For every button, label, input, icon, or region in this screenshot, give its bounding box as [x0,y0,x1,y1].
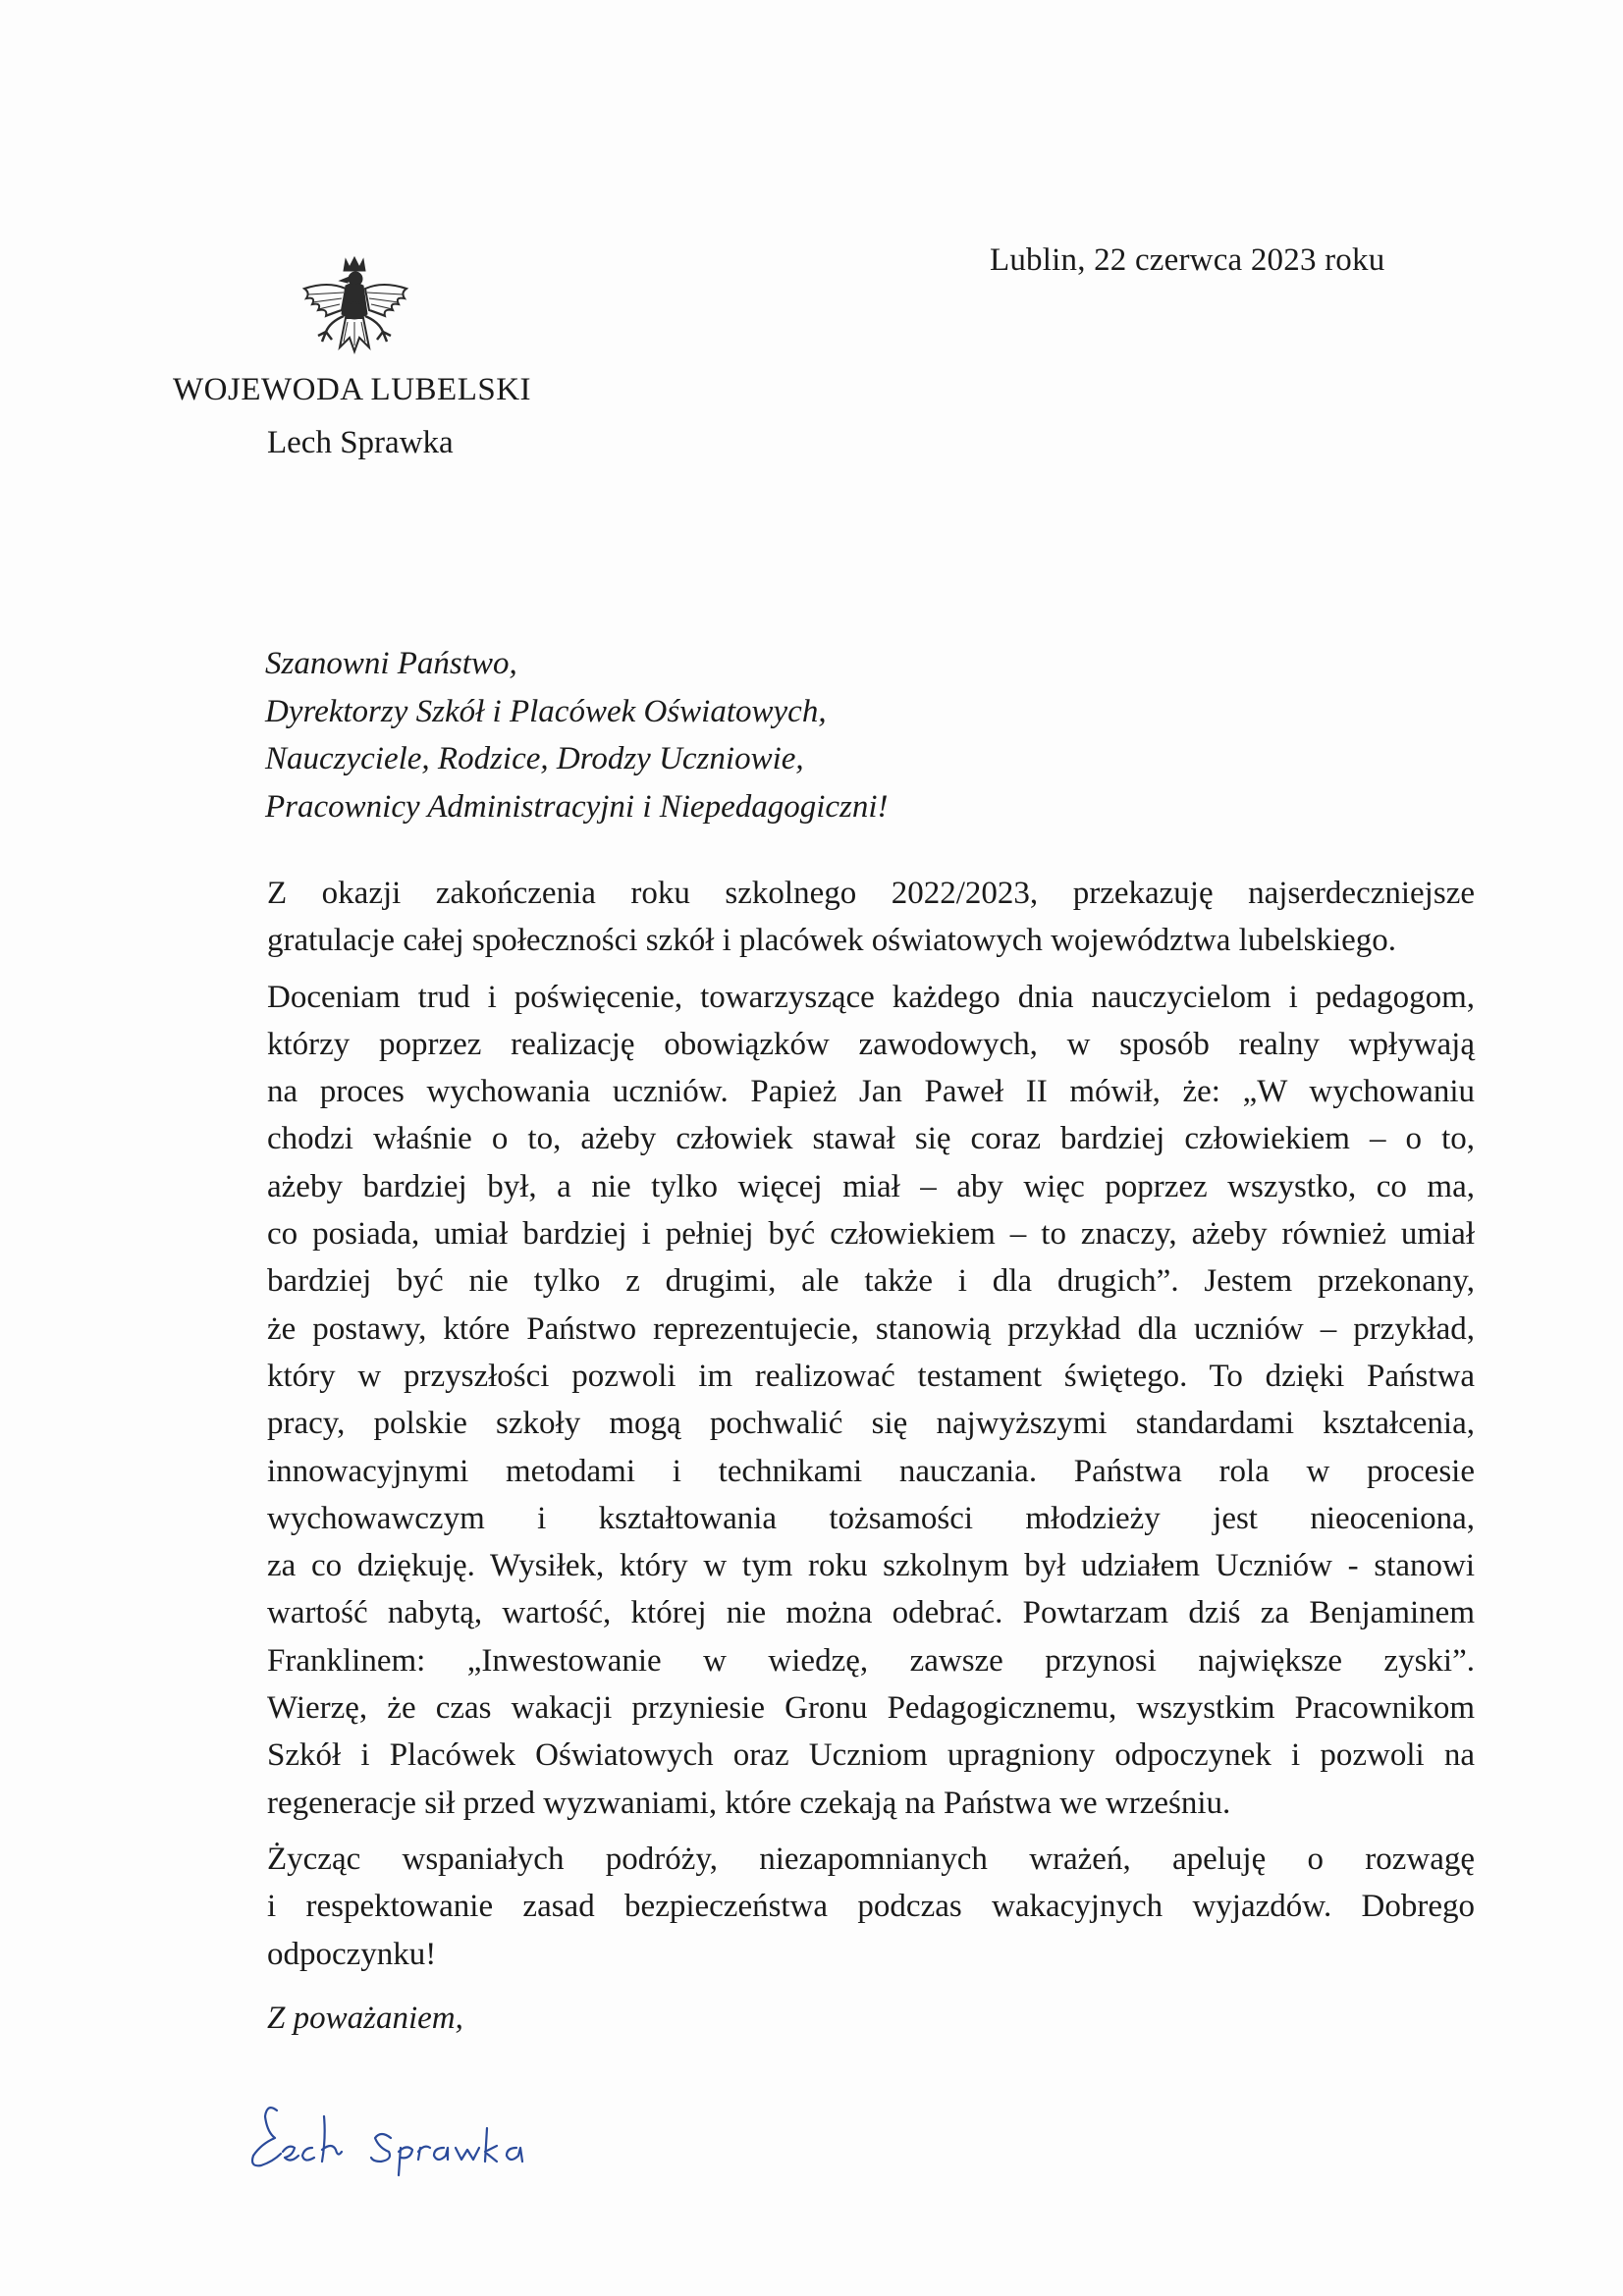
text-line: gratulacje całej społeczności szkół i placówek oświatowych województwa lubelskiego. [267,923,1397,959]
text-line: którzy poprzez realizację obowiązków zawodowych, w sposób realny wpływają [267,1026,1475,1062]
salutation-line: Dyrektorzy Szkół i Placówek Oświatowych, [265,693,827,729]
text-line: bardziej być nie tylko z drugimi, ale także i dla drugich”. Jestem przekonany, [267,1263,1475,1300]
text-line: Życząc wspaniałych podróży, niezapomnianych wrażeń, apeluję o rozwagę [267,1841,1475,1877]
salutation-line: Pracownicy Administracyjni i Niepedagogiczni! [265,788,889,825]
text-line: Doceniam trud i poświęcenie, towarzyszące każdego dnia nauczycielom i pedagogom, [267,979,1475,1015]
text-line: Wierzę, że czas wakacji przyniesie Gronu Pedagogicznemu, wszystkim Pracownikom [267,1690,1475,1727]
letter-body [267,870,1475,1987]
office-title: WOJEWODA LUBELSKI [173,372,532,407]
salutation-line: Szanowni Państwo, [265,646,517,681]
place-date: Lublin, 22 czerwca 2023 roku [990,242,1385,278]
text-line: regeneracje sił przed wyzwaniami, które czekają na Państwa we wrześniu. [267,1785,1231,1821]
text-line: Szkół i Placówek Oświatowych oraz Uczniom upragniony odpoczynek i pozwoli na [267,1737,1475,1774]
text-line: wychowawczym i kształtowania tożsamości młodzieży jest nieoceniona, [267,1500,1475,1536]
text-line: wartość nabytą, wartość, której nie można odebrać. Powtarzam dziś za Benjaminem [267,1595,1475,1631]
text-line: na proces wychowania uczniów. Papież Jan Paweł II mówił, że: „W wychowaniu [267,1074,1475,1110]
paragraph [267,1836,1475,1978]
text-line: Z okazji zakończenia roku szkolnego 2022/2023, przekazuję najserdeczniejsze [267,876,1475,911]
text-line: odpoczynku! [267,1936,437,1972]
text-line: który w przyszłości pozwoli im realizować testament świętego. To dzięki Państwa [267,1358,1475,1394]
text-line: innowacyjnymi metodami i technikami nauczania. Państwa rola w procesie [267,1453,1475,1489]
paragraph [267,974,1475,1827]
text-line: że postawy, które Państwo reprezentujecie, stanowią przykład dla uczniów – przykład, [267,1310,1475,1347]
salutation [265,640,889,830]
handwritten-signature [243,2093,538,2181]
text-line: Franklinem: „Inwestowanie w wiedzę, zawsze przynosi największe zyski”. [267,1642,1475,1679]
polish-eagle-emblem-icon [291,253,418,375]
text-line: ażeby bardziej był, a nie tylko więcej miał – aby więc poprzez wszystko, co ma, [267,1168,1475,1204]
text-line: pracy, polskie szkoły mogą pochwalić się najwyższymi standardami kształcenia, [267,1406,1475,1442]
sender-name: Lech Sprawka [267,425,454,460]
text-line: i respektowanie zasad bezpieczeństwa podczas wakacyjnych wyjazdów. Dobrego [267,1889,1475,1925]
text-line: co posiada, umiał bardziej i pełniej być człowiekiem – to znaczy, ażeby również umiał [267,1216,1475,1253]
salutation-line: Nauczyciele, Rodzice, Drodzy Uczniowie, [265,741,804,776]
text-line: za co dziękuję. Wysiłek, który w tym roku szkolnym był udziałem Uczniów - stanowi [267,1548,1475,1584]
text-line: chodzi właśnie o to, ażeby człowiek stawał się coraz bardziej człowiekiem – o to, [267,1121,1475,1157]
closing: Z poważaniem, [267,2001,463,2036]
paragraph [267,870,1475,965]
